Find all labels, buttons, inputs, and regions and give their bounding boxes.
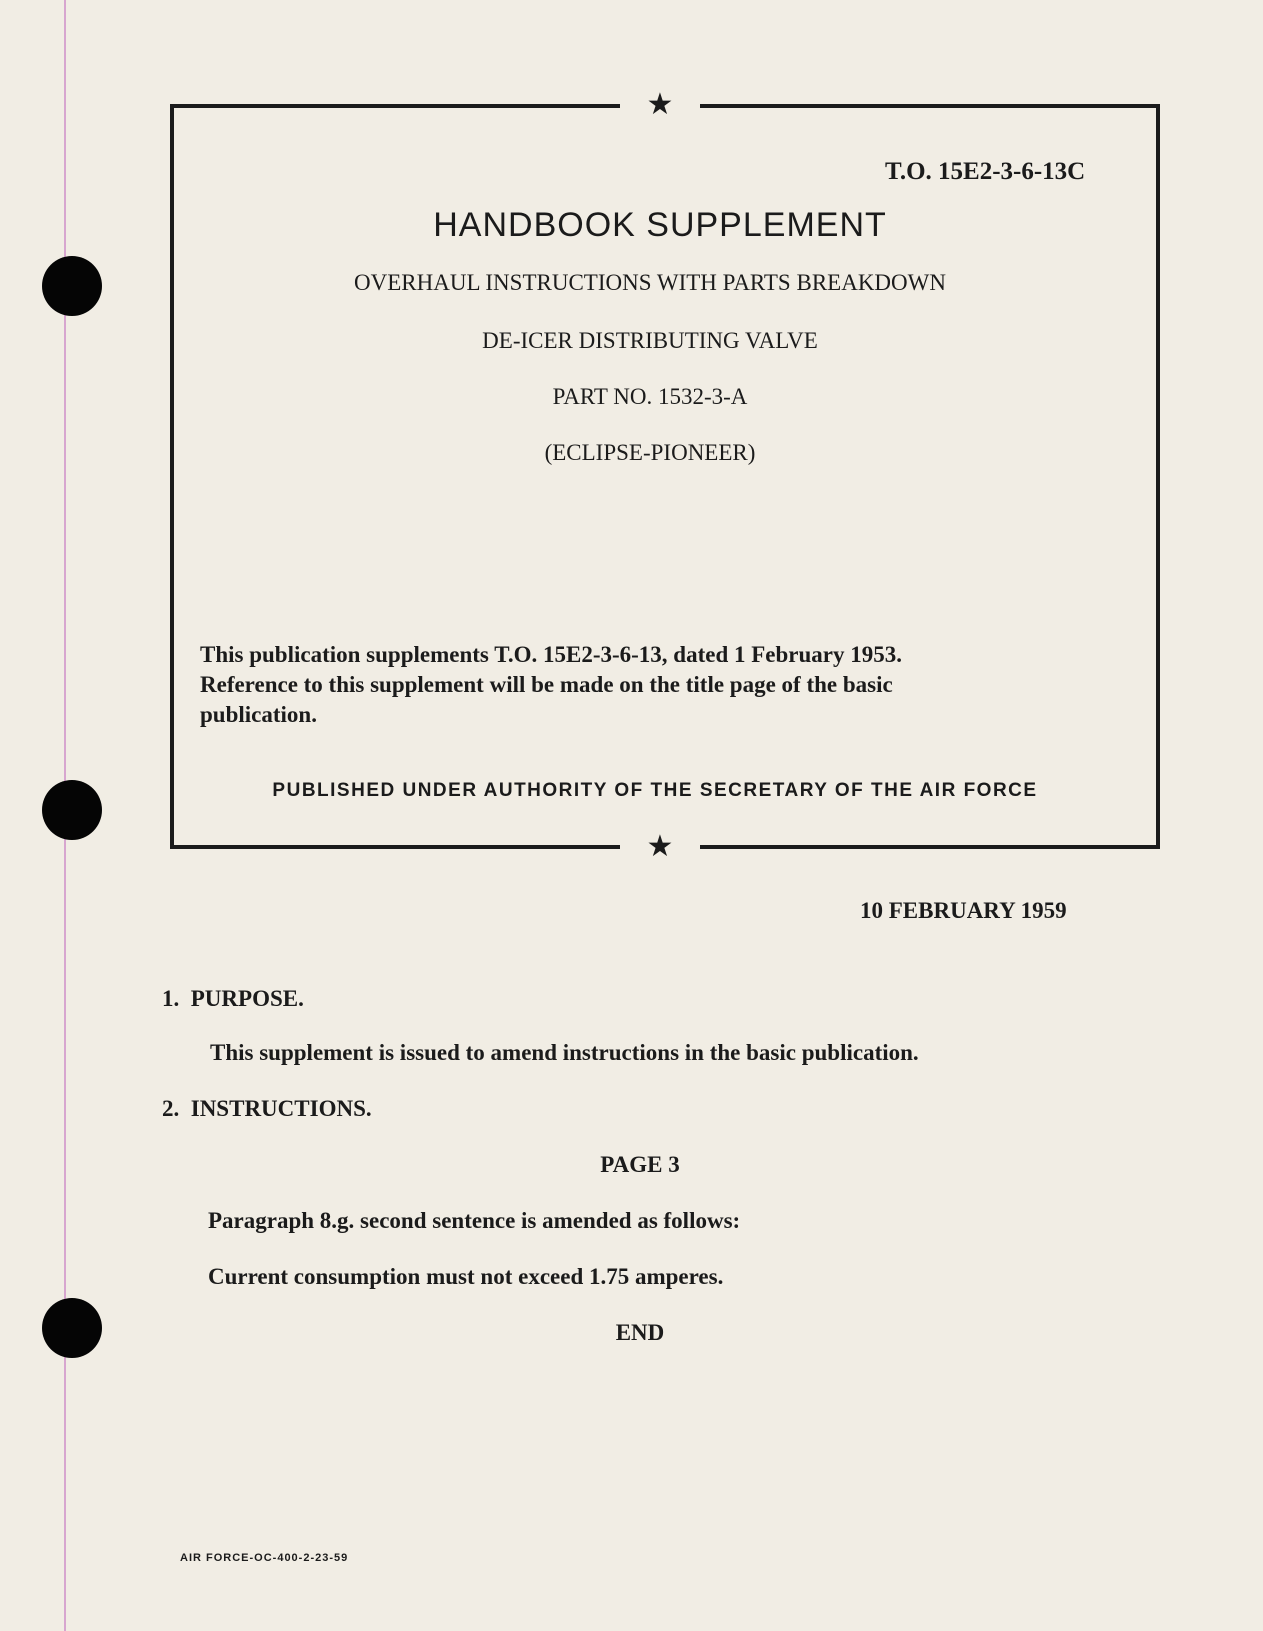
- punch-hole-bottom: [42, 1298, 102, 1358]
- purpose-heading: 1. PURPOSE.: [162, 986, 304, 1011]
- item-name: DE-ICER DISTRIBUTING VALVE: [482, 328, 818, 353]
- authority-statement: PUBLISHED UNDER AUTHORITY OF THE SECRETARY OF THE AIR FORCE: [272, 780, 1038, 801]
- star-top-icon: ★: [646, 87, 674, 122]
- print-code: AIR FORCE-OC-400-2-23-59: [180, 1552, 349, 1564]
- punch-hole-top: [42, 256, 102, 316]
- frame-right-rule: [1156, 104, 1160, 849]
- star-bottom-icon: ★: [646, 829, 674, 864]
- frame-bottom-left-rule: [170, 845, 620, 849]
- purpose-text: This supplement is issued to amend instructions in the basic publication.: [210, 1040, 919, 1065]
- subtitle: OVERHAUL INSTRUCTIONS WITH PARTS BREAKDOWN: [354, 270, 946, 295]
- instructions-heading: 2. INSTRUCTIONS.: [162, 1096, 372, 1121]
- frame-bottom-right-rule: [700, 845, 1160, 849]
- page-reference: PAGE 3: [600, 1152, 680, 1177]
- punch-hole-middle: [42, 780, 102, 840]
- frame-top-left-rule: [170, 104, 620, 108]
- end-marker: END: [615, 1320, 665, 1345]
- supplement-note-line3: publication.: [200, 702, 317, 727]
- publication-date: 10 FEBRUARY 1959: [860, 898, 1067, 923]
- supplement-note-line1: This publication supplements T.O. 15E2-3-6-13, dated 1 February 1953.: [200, 642, 903, 667]
- amendment-text: Current consumption must not exceed 1.75 amperes.: [208, 1264, 724, 1289]
- manufacturer: (ECLIPSE-PIONEER): [544, 440, 756, 465]
- to-number: T.O. 15E2-3-6-13C: [885, 158, 1086, 185]
- part-number: PART NO. 1532-3-A: [552, 384, 748, 409]
- frame-top-right-rule: [700, 104, 1160, 108]
- paragraph-reference: Paragraph 8.g. second sentence is amended as follows:: [208, 1208, 741, 1233]
- page-title: HANDBOOK SUPPLEMENT: [433, 206, 887, 244]
- supplement-note-line2: Reference to this supplement will be made on the title page of the basic: [200, 672, 893, 697]
- frame-left-rule: [170, 104, 174, 849]
